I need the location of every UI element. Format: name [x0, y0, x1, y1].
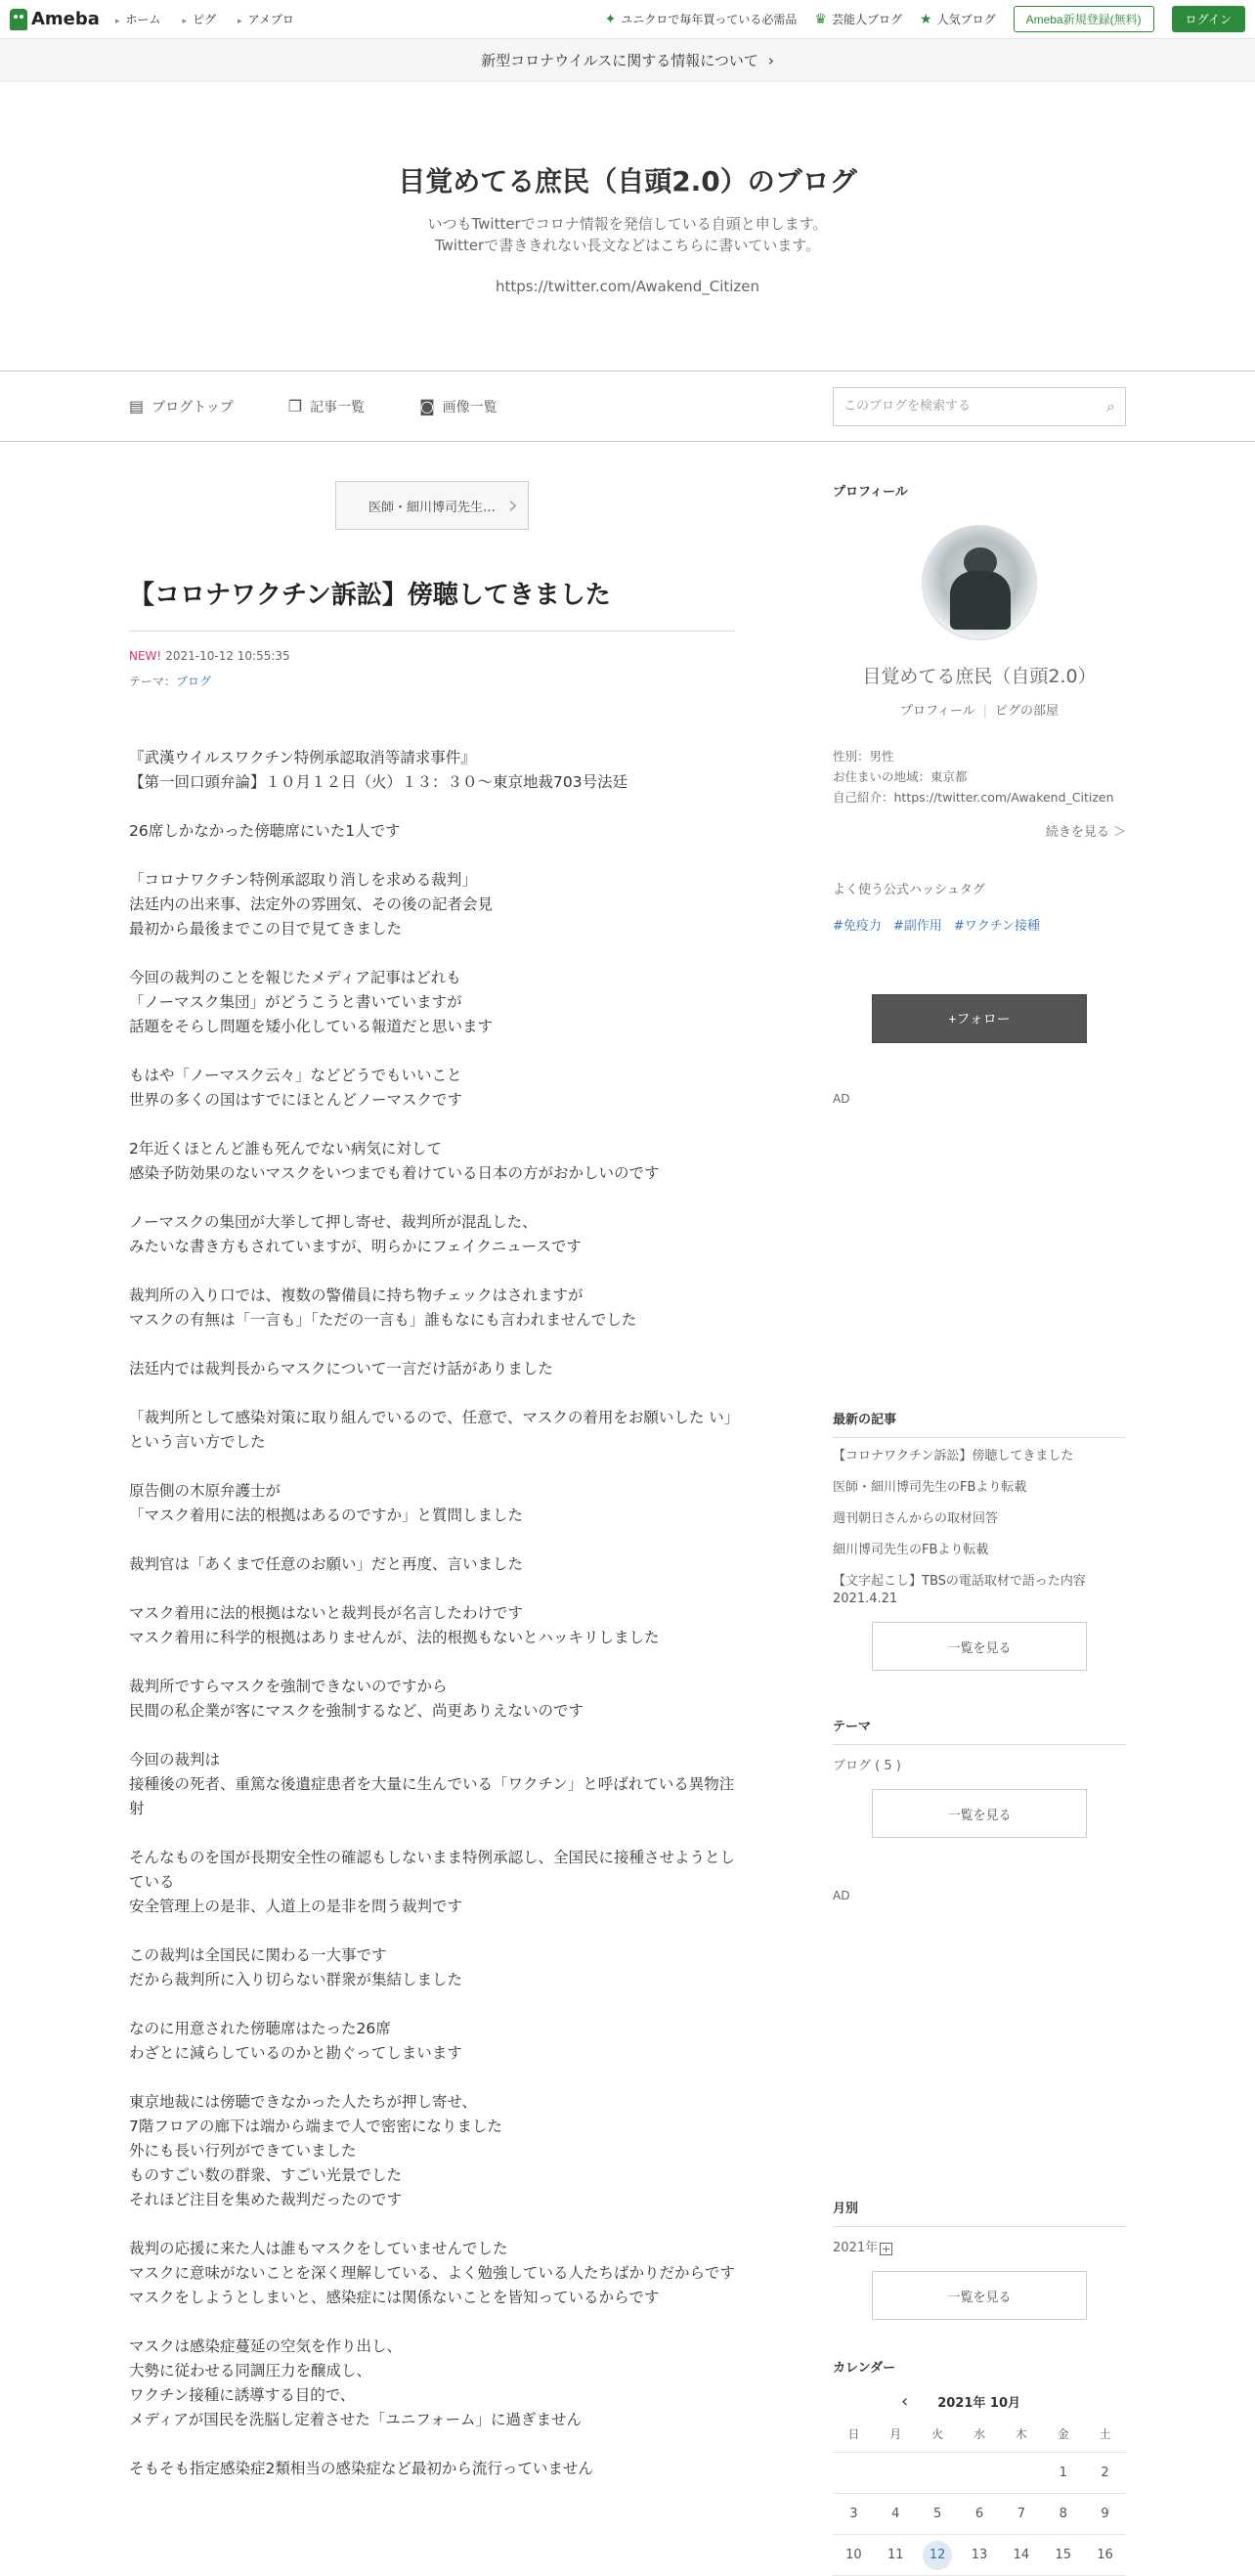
- article-line: 法廷内では裁判長からマスクについて一言だけ話がありました: [129, 1360, 553, 1377]
- follow-button[interactable]: +フォロー: [872, 994, 1087, 1043]
- recent-article[interactable]: 【文字起こし】TBSの電話取材で語った内容2021.4.21: [833, 1574, 1086, 1606]
- calendar-day[interactable]: 14: [1000, 2535, 1042, 2576]
- article-theme: テーマ：ブログ: [129, 675, 212, 688]
- article-line: それほど注目を集めた裁判だったのです: [129, 2191, 403, 2208]
- article-paragraph: [129, 1479, 735, 1528]
- article-line: ものすごい数の群衆、すごい光景でした: [129, 2166, 403, 2184]
- profile-location: お住まいの地域：東京都: [833, 769, 968, 784]
- article-line: 裁判所ですらマスクを強制できないのですから: [129, 1678, 448, 1695]
- calendar-weekday: 火: [917, 2425, 959, 2453]
- profile-more-link[interactable]: 続きを見る ＞: [1045, 825, 1126, 840]
- hashtag-heading: よく使う公式ハッシュタグ: [833, 883, 985, 897]
- nav-pigg[interactable]: ▸ ピグ: [182, 11, 216, 27]
- article-line: 今回の裁判は: [129, 1751, 221, 1768]
- copy-icon: ❐: [287, 397, 303, 415]
- article-line: 民間の私企業が客にマスクを強制するなど、尚更ありえないのです: [129, 1702, 584, 1720]
- article-line: 話題をそらし問題を矮小化している報道だと思います: [129, 1018, 494, 1035]
- calendar-day[interactable]: 15: [1042, 2535, 1084, 2576]
- ameba-logo[interactable]: [10, 9, 100, 30]
- monthly-list-button[interactable]: 一覧を見る: [872, 2271, 1087, 2320]
- calendar-day[interactable]: 10: [833, 2535, 875, 2576]
- document-icon: ▤: [129, 397, 145, 415]
- theme-item-blog[interactable]: ブログ ( 5 ): [833, 1759, 901, 1773]
- article-paragraph: [129, 1406, 740, 1455]
- article-line: 「コロナワクチン特例承認取り消しを求める裁判」: [129, 871, 477, 889]
- article-line: 26席しかなかった傍聴席にいた1人です: [129, 822, 401, 840]
- article-paragraph: [129, 2237, 735, 2310]
- calendar-day[interactable]: 9: [1084, 2494, 1126, 2535]
- article-line: 「裁判所として感染対策に取り組んでいるので、任意で、マスクの着用をお願いした い」: [129, 1409, 740, 1426]
- article-line: 【第一回口頭弁論】１０月１２日（火）１３：３０～東京地裁703号法廷: [129, 773, 628, 791]
- article-line: 裁判所の入り口では、複数の警備員に持ち物チェックはされますが: [129, 1287, 584, 1304]
- notice-text: 新型コロナウイルスに関する情報について: [481, 52, 758, 69]
- promo-link[interactable]: ✦ ユニクロで毎年買っている必需品: [604, 11, 798, 27]
- sparkle-icon: ✦: [604, 11, 617, 27]
- article-line: 「ノーマスク集団」がどうこうと書いていますが: [129, 993, 462, 1011]
- calendar-title: 2021年 10月: [937, 2396, 1020, 2411]
- recent-list-button[interactable]: 一覧を見る: [872, 1622, 1087, 1671]
- article-line: わざとに減らしているのかと勘ぐってしまいます: [129, 2044, 462, 2062]
- nav-ameblo[interactable]: ▸ アメブロ: [238, 11, 294, 27]
- calendar-day[interactable]: 8: [1042, 2494, 1084, 2535]
- blog-title[interactable]: 目覚めてる庶民（自頭2.0）のブログ: [398, 165, 857, 197]
- calendar-day[interactable]: 1: [1042, 2453, 1084, 2494]
- calendar-day[interactable]: 7: [1000, 2494, 1042, 2535]
- calendar-day: [875, 2453, 917, 2494]
- logo-text: Ameba: [31, 9, 100, 29]
- article: [129, 481, 740, 2506]
- article-paragraph: [129, 2457, 735, 2481]
- article-line: 感染予防効果のないマスクをいつまでも着けている日本の方がおかしいのです: [129, 1164, 660, 1182]
- calendar-day: [833, 2453, 875, 2494]
- profile-name[interactable]: 目覚めてる庶民（自頭2.0）: [862, 666, 1097, 687]
- article-line: そんなものを国が長期安全性の確認もしないまま特例承認し、全国民に接種させようとしている: [129, 1849, 736, 1891]
- article-line: マスクをしようとしまいと、感染症には関係ないことを皆知っているからです: [129, 2289, 660, 2306]
- article-paragraph: [129, 2335, 735, 2432]
- recent-article[interactable]: 週刊朝日さんからの取材回答: [833, 1511, 999, 1526]
- profile-intro: 自己紹介：https://twitter.com/Awakend_Citizen: [833, 790, 1114, 805]
- blog-subnav: [0, 371, 1255, 442]
- article-line: 7階フロアの廊下は端から端まで人で密密になりました: [129, 2118, 502, 2135]
- calendar-weekday: 土: [1084, 2425, 1126, 2453]
- article-line: なのに用意された傍聴席はたった26席: [129, 2020, 391, 2037]
- article-paragraph: [129, 1748, 735, 1821]
- article-line: そもそも指定感染症2類相当の感染症など最初から流行っていません: [129, 2460, 593, 2477]
- chevron-right-icon: ›: [767, 51, 774, 69]
- ameba-logo-icon: [10, 9, 27, 30]
- subnav-blog-top[interactable]: ▤ ブログトップ: [129, 397, 234, 415]
- article-line: 大勢に従わせる同調圧力を醸成し、: [129, 2362, 372, 2380]
- ad-label-1: AD: [833, 1092, 850, 1106]
- calendar-day[interactable]: 13: [959, 2535, 1001, 2576]
- article-line: 原告側の木原弁護士が: [129, 1482, 281, 1500]
- article-paragraph: [129, 746, 735, 795]
- hashtag-vaccination[interactable]: #ワクチン接種: [953, 919, 1041, 934]
- profile-gender: 性別：男性: [833, 749, 894, 764]
- article-line: 今回の裁判のことを報じたメディア記事はどれも: [129, 969, 461, 986]
- blog-search-input[interactable]: [844, 399, 1106, 414]
- pigg-room-link[interactable]: ピグの部屋: [995, 704, 1060, 719]
- article-line: 外にも長い行列ができていました: [129, 2142, 357, 2160]
- calendar-weekday: 木: [1000, 2425, 1042, 2453]
- article-paragraph: [129, 2090, 735, 2212]
- article-line: 「マスク着用に法的根拠はあるのですか」と質問しました: [129, 1506, 524, 1524]
- article-paragraph: [129, 868, 735, 941]
- avatar[interactable]: [922, 525, 1037, 640]
- calendar-weekday: 日: [833, 2425, 875, 2453]
- article-paragraph: [129, 966, 735, 1039]
- recent-article[interactable]: 細川博司先生のFBより転載: [833, 1543, 989, 1557]
- profile-heading: プロフィール: [833, 485, 908, 500]
- camera-icon: ◙: [419, 397, 435, 415]
- covid-notice-banner[interactable]: [0, 39, 1255, 82]
- blog-header: [0, 82, 1255, 371]
- subnav-article-list[interactable]: ❐ 記事一覧: [287, 397, 366, 415]
- article-paragraph: [129, 2017, 735, 2066]
- popular-blog-link[interactable]: ★ 人気ブログ: [920, 11, 996, 27]
- article-meta: [129, 649, 735, 663]
- article-paragraph: [129, 1210, 735, 1259]
- blog-search: [833, 387, 1126, 426]
- article-line: 接種後の死者、重篤な後遺症患者を大量に生んでいる「ワクチン」と呼ばれている異物注射: [129, 1775, 735, 1817]
- article-line: マスク着用に科学的根拠はありませんが、法的根拠もないとハッキリしました: [129, 1629, 660, 1646]
- article-line: 『武漢ウイルスワクチン特例承認取消等請求事件』: [129, 749, 476, 766]
- article-line: 裁判の応援に来た人は誰もマスクをしていませんでした: [129, 2240, 508, 2257]
- article-paragraph: [129, 1137, 735, 1186]
- monthly-heading: 月別: [833, 2198, 1126, 2227]
- calendar-day[interactable]: 2: [1084, 2453, 1126, 2494]
- plus-icon[interactable]: +: [881, 2243, 891, 2255]
- article-line: という言い方でした: [129, 1433, 266, 1451]
- article-line: 安全管理上の是非、人道上の是非を問う裁判です: [129, 1898, 463, 1915]
- theme-list-button[interactable]: 一覧を見る: [872, 1789, 1087, 1838]
- recent-article[interactable]: 医師・細川博司先生のFBより転載: [833, 1480, 1027, 1495]
- year-2021[interactable]: 2021年 +: [833, 2241, 891, 2255]
- article-line: 法廷内の出来事、法定外の雰囲気、その後の記者会見: [129, 895, 494, 913]
- calendar-heading: カレンダー: [833, 2361, 896, 2376]
- article-body: [129, 746, 740, 2481]
- article-paragraph: [129, 1601, 735, 1650]
- article-line: 東京地裁には傍聴できなかった人たちが押し寄せ、: [129, 2093, 478, 2111]
- search-icon[interactable]: ⌕: [1106, 396, 1115, 415]
- signup-button[interactable]: Ameba新規登録(無料): [1014, 6, 1154, 32]
- article-line: だから裁判所に入り切らない群衆が集結しました: [129, 1971, 463, 1988]
- article-line: ノーマスクの集団が大挙して押し寄せ、裁判所が混乱した、: [129, 1213, 538, 1231]
- new-badge: NEW!: [129, 649, 162, 663]
- hashtag-side-effect[interactable]: #副作用: [892, 919, 942, 934]
- calendar-day[interactable]: 11: [875, 2535, 917, 2576]
- article-line: メディアが国民を洗脳し定着させた「ユニフォーム」に過ぎません: [129, 2411, 582, 2428]
- article-line: ワクチン接種に誘導する目的で、: [129, 2386, 356, 2404]
- calendar-prev-icon[interactable]: ‹: [900, 2391, 909, 2412]
- calendar-weekday: 月: [875, 2425, 917, 2453]
- article-line: 2年近くほとんど誰も死んでない病気に対して: [129, 1140, 442, 1157]
- crown-icon: ♛: [814, 11, 827, 27]
- celebrity-blog-link[interactable]: ♛ 芸能人ブログ: [814, 11, 902, 27]
- profile-link[interactable]: プロフィール: [899, 704, 975, 719]
- theme-link[interactable]: ブログ: [176, 675, 212, 688]
- article-paragraph: [129, 819, 735, 844]
- calendar-day: [917, 2453, 959, 2494]
- recent-article[interactable]: 【コロナワクチン訴訟】傍聴してきました: [833, 1449, 1074, 1463]
- calendar-weekday: 水: [959, 2425, 1001, 2453]
- article-paragraph: [129, 1064, 735, 1113]
- calendar-day[interactable]: 5: [917, 2494, 959, 2535]
- blog-desc-line-1: いつもTwitterでコロナ情報を発信している自頭と申します。: [427, 215, 828, 233]
- article-paragraph: [129, 1943, 735, 1992]
- article-paragraph: [129, 1675, 735, 1724]
- article-paragraph: [129, 1846, 735, 1919]
- calendar-day: [1000, 2453, 1042, 2494]
- article-line: 世界の多くの国はすでにほとんどノーマスクです: [129, 1091, 463, 1109]
- nav-home[interactable]: ▸ ホーム: [115, 11, 161, 27]
- hashtag-immunity[interactable]: #免疫力: [833, 919, 882, 934]
- calendar-weekday: 金: [1042, 2425, 1084, 2453]
- article-line: マスク着用に法的根拠はないと裁判長が名言したわけです: [129, 1604, 524, 1622]
- article-paragraph: [129, 1357, 735, 1381]
- article-line: 裁判官は「あくまで任意のお願い」だと再度、言いました: [129, 1555, 524, 1573]
- subnav-image-list[interactable]: ◙ 画像一覧: [419, 397, 498, 415]
- star-icon: ★: [920, 11, 932, 27]
- article-date: 2021-10-12 10:55:35: [165, 649, 290, 663]
- calendar-day[interactable]: 12: [917, 2535, 959, 2576]
- article-line: マスクの有無は「一言も」「ただの一言も」誰もなにも言われませんでした: [129, 1311, 637, 1329]
- global-header: [0, 0, 1255, 39]
- article-title[interactable]: 【コロナワクチン訴訟】傍聴してきました: [129, 575, 735, 632]
- article-line: 最初から最後までこの目で見てきました: [129, 920, 403, 938]
- prev-article-button[interactable]: 医師・細川博司先生… ›: [335, 481, 529, 530]
- article-line: もはや「ノーマスク云々」などどうでもいいこと: [129, 1067, 462, 1084]
- calendar-grid: [833, 2425, 1126, 2576]
- article-line: マスクに意味がないことを深く理解している、よく勉強している人たちばかりだからです: [129, 2264, 735, 2282]
- recent-heading: 最新の記事: [833, 1409, 1126, 1438]
- article-line: この裁判は全国民に関わる一大事です: [129, 1946, 387, 1964]
- calendar-day[interactable]: 4: [875, 2494, 917, 2535]
- calendar-day[interactable]: 16: [1084, 2535, 1126, 2576]
- article-line: マスクは感染症蔓延の空気を作り出し、: [129, 2337, 403, 2355]
- theme-heading: テーマ: [833, 1716, 1126, 1745]
- calendar-day[interactable]: 6: [959, 2494, 1001, 2535]
- ad-label-2: AD: [833, 1889, 850, 1902]
- calendar-day: [959, 2453, 1001, 2494]
- calendar-day[interactable]: 3: [833, 2494, 875, 2535]
- blog-desc-line-2: Twitterで書ききれない長文などはこちらに書いています。: [434, 237, 821, 254]
- blog-url: https://twitter.com/Awakend_Citizen: [495, 278, 760, 295]
- article-line: みたいな書き方もされていますが、明らかにフェイクニュースです: [129, 1238, 582, 1255]
- article-paragraph: [129, 1552, 735, 1577]
- profile-info: [833, 746, 1126, 808]
- sidebar: プロフィール 目覚めてる庶民（自頭2.0） プロフィール | ピグの部屋 性別：男性 お住まいの地域：東京都 自己紹介：https://twitter.com/Awakend_Citizen 続きを見る ＞ よく使う公式ハッシュタグ #免疫力 #副作用 #ワクチン接種 +フォロー AD 最新の記事 【コロナワクチン訴訟】傍聴してきました 医師・細川博司先生のFBより転載 週刊朝日さんからの取材回答 細川博司先生のFBより転載 【文字起こし】TBSの電話取材で語った内容2021.4.21 一覧を見る テーマ ブログ ( 5 ) 一覧を見る AD 月別 2021年 + 一覧を見る カレンダー ‹ 2021年 10月 日 月 火 水 木 金 土 1 2 3 4 5 6 7 8 9 10 11 12 13 14 15 16: [833, 481, 1126, 2576]
- login-button[interactable]: ログイン: [1172, 6, 1245, 32]
- article-paragraph: [129, 1284, 735, 1332]
